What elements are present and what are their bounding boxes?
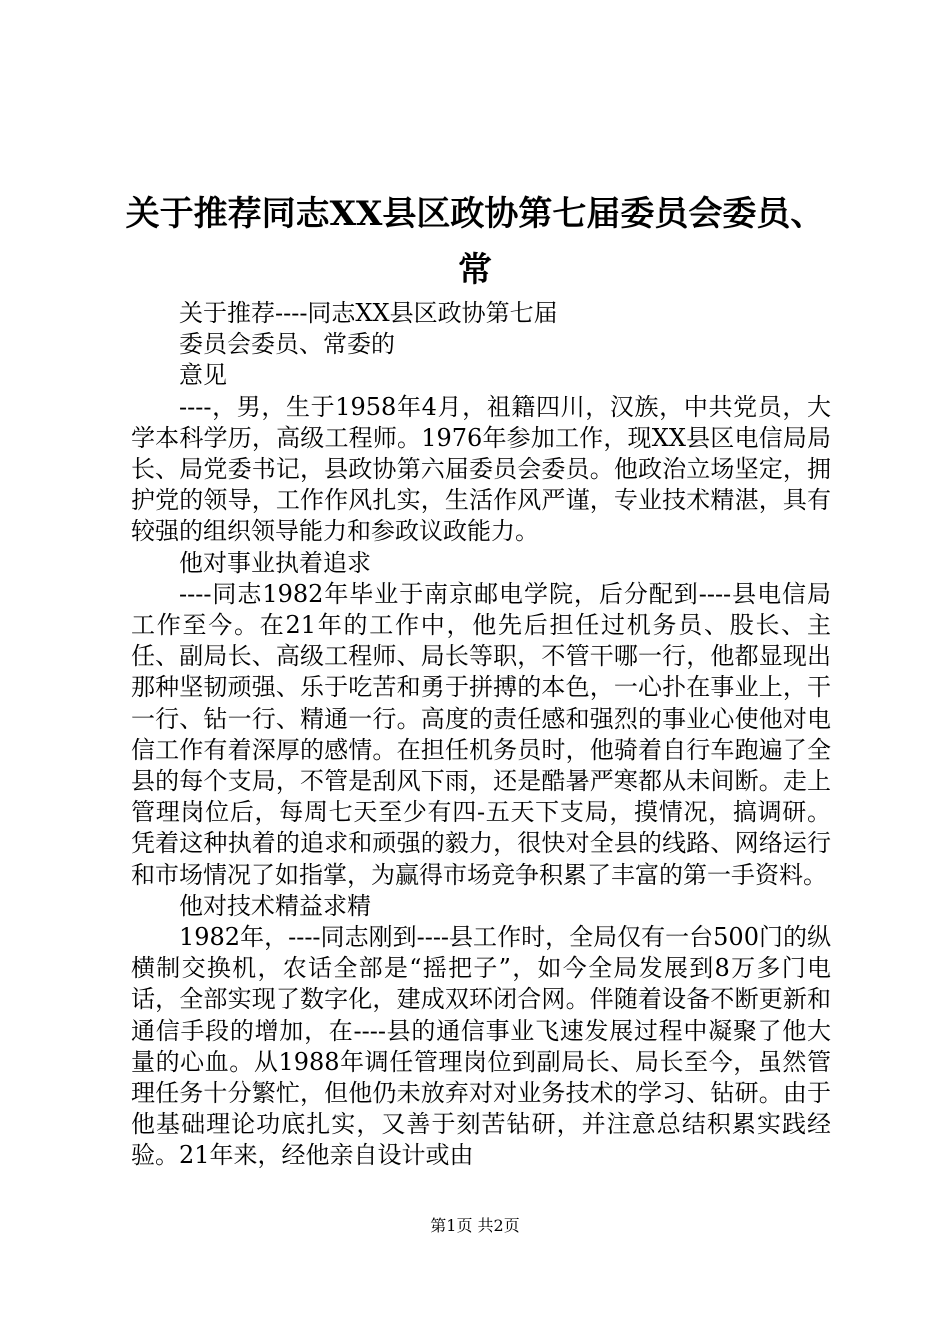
paragraph-heading-1: 关于推荐----同志XX县区政协第七届 [179, 299, 558, 327]
paragraph-career: ----同志1982年毕业于南京邮电学院，后分配到----县电信局工作至今。在21年的工作中，他先后担任过机务员、股长、主任、副局长、高级工程师、局长等职，不管干哪一行，他都显现出那种坚韧顽强、乐于吃苦和勇于拼搏的本色，一心扑在事业上，干一行、钻一行、精通一行。高度的责任感和强烈的事业心使他对电信工作有着深厚的感情。在担任机务员时，他骑着自行车跑遍了全县的每个支局，不管是刮风下雨，还是酷暑严寒都从未间断。走上管理岗位后，每周七天至少有四-五天下支局，摸情况，搞调研。凭着这种执着的追求和顽强的毅力，很快对全县的线路、网络运行和市场情况了如指掌，为赢得市场竞争积累了丰富的第一手资料。 [131, 579, 831, 889]
section-heading-technical: 他对技术精益求精 [179, 891, 371, 920]
paragraph-intro: ----，男，生于1958年4月，祖籍四川，汉族，中共党员，大学本科学历，高级工程师。1976年参加工作，现XX县区电信局局长、局党委书记，县政协第六届委员会委员。他政治立场坚定，拥护党的领导，工作作风扎实，生活作风严谨，专业技术精湛，具有较强的组织领导能力和参政议政能力。 [131, 392, 831, 546]
paragraph-technical: 1982年，----同志刚到----县工作时，全局仅有一台500门的纵横制交换机，农话全部是“摇把子”，如今全局发展到8万多门电话，全部实现了数字化，建成双环闭合网。伴随着设备不断更新和通信手段的增加，在----县的通信事业飞速发展过程中凝聚了他大量的心血。从1988年调任管理岗位到副局长、局长至今，虽然管理任务十分繁忙，但他仍未放弃对对业务技术的学习、钻研。由于他基础理论功底扎实，又善于刻苦钻研，并注意总结积累实践经验。21年来，经他亲自设计或由 [131, 923, 831, 1170]
paragraph-heading-3: 意见 [179, 361, 227, 390]
section-heading-career: 他对事业执着追求 [179, 548, 371, 577]
document-title [100, 186, 850, 298]
page-footer: 第1页 共2页 [430, 1216, 520, 1235]
paragraph-heading-2: 委员会委员、常委的 [179, 330, 395, 359]
document-body [131, 298, 831, 1172]
title-line-1: 关于推荐同志XX县区政协第七届委员会委员、 [125, 194, 825, 234]
title-line-2: 常 [458, 250, 492, 290]
